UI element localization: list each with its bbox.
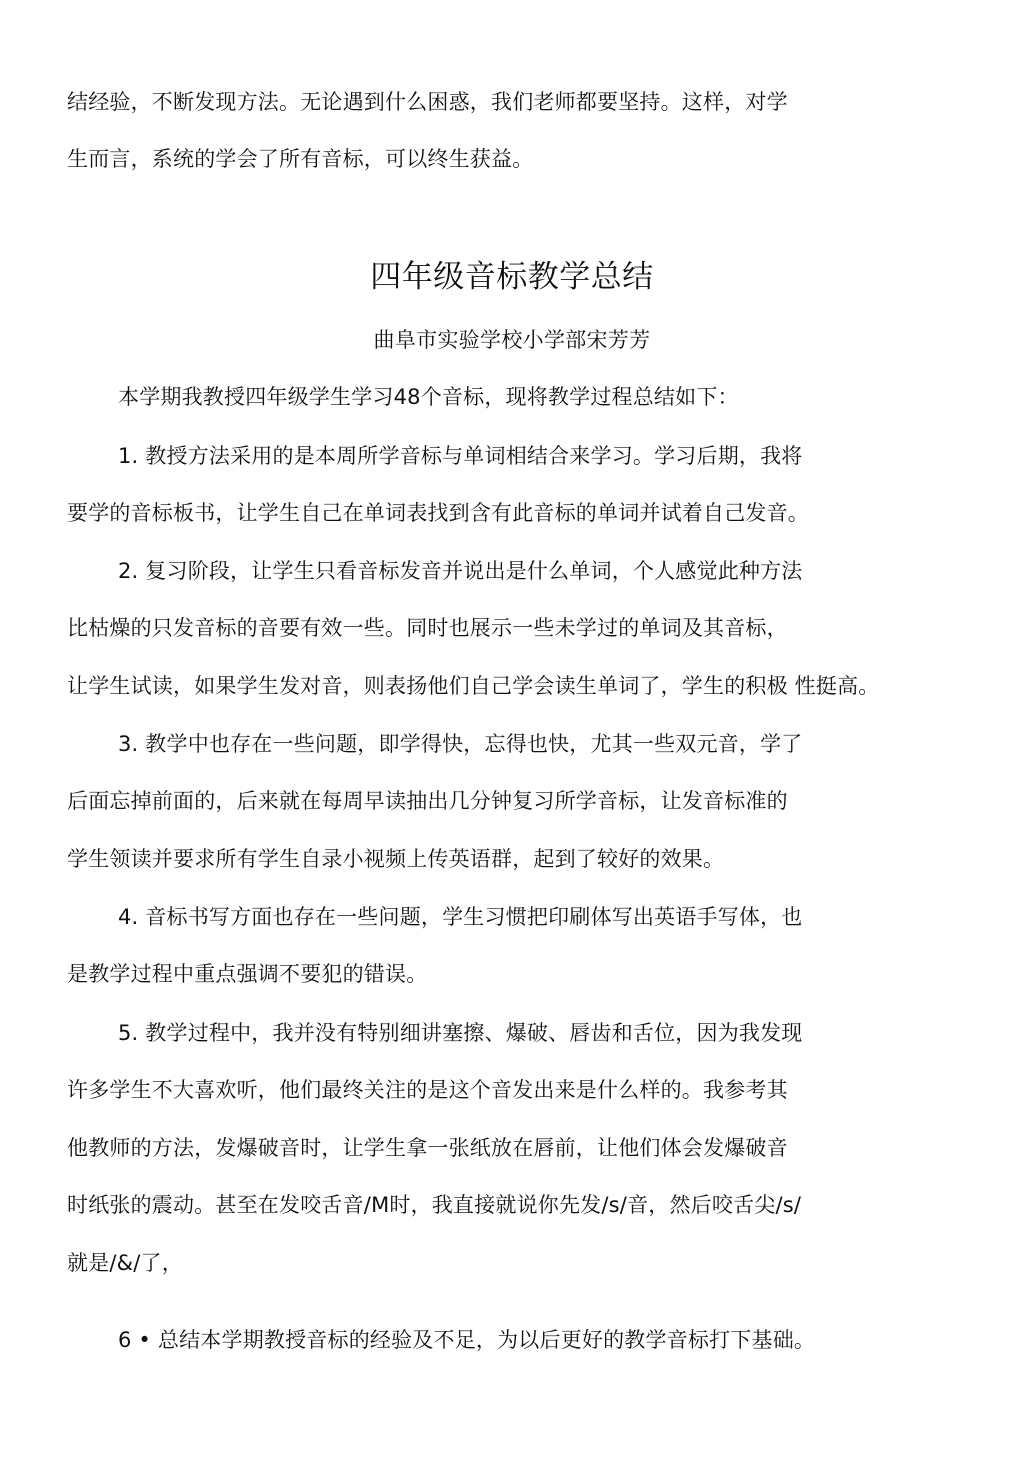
paragraph-3-line-2: 后面忘掉前面的，后来就在每周早读抽出几分钟复习所学音标，让发音标准的 [67,789,788,813]
paragraph-3-line-3: 学生领读并要求所有学生自录小视频上传英语群，起到了较好的效果。 [67,847,725,871]
paragraph-3-line-1: 3. 教学中也存在一些问题，即学得快，忘得也快，尤其一些双元音，学了 [118,732,803,756]
paragraph-5-line-1: 5. 教学过程中，我并没有特别细讲塞擦、爆破、唇齿和舌位，因为我发现 [118,1021,803,1045]
paragraph-1-line-2: 要学的音标板书，让学生自己在单词表找到含有此音标的单词并试着自己发音。 [67,501,809,525]
author-line: 曲阜市实验学校小学部宋芳芳 [373,328,651,352]
paragraph-6: 6 • 总结本学期教授音标的经验及不足，为以后更好的教学音标打下基础。 [118,1328,816,1352]
paragraph-5-line-2: 许多学生不大喜欢听，他们最终关注的是这个音发出来是什么样的。我参考其 [67,1078,788,1102]
document-title: 四年级音标教学总结 [370,259,654,295]
intro-line-1: 结经验，不断发现方法。无论遇到什么困惑，我们老师都要坚持。这样，对学 [67,90,788,114]
paragraph-2-line-3: 让学生试读，如果学生发对音，则表扬他们自己学会读生单词了，学生的积极 性挺高。 [67,674,880,698]
opening-paragraph: 本学期我教授四年级学生学习48个音标，现将教学过程总结如下： [118,385,739,409]
paragraph-4-line-1: 4. 音标书写方面也存在一些问题，学生习惯把印刷体写出英语手写体，也 [118,905,803,929]
paragraph-1-line-1: 1. 教授方法采用的是本周所学音标与单词相结合来学习。学习后期，我将 [118,444,803,468]
paragraph-5-line-5: 就是/&/了， [67,1251,183,1275]
intro-line-2: 生而言，系统的学会了所有音标，可以终生获益。 [67,147,534,171]
paragraph-2-line-1: 2. 复习阶段，让学生只看音标发音并说出是什么单词，个人感觉此种方法 [118,559,803,583]
paragraph-4-line-2: 是教学过程中重点强调不要犯的错误。 [67,962,428,986]
paragraph-2-line-2: 比枯燥的只发音标的音要有效一些。同时也展示一些未学过的单词及其音标， [67,616,788,640]
paragraph-5-line-3: 他教师的方法，发爆破音时，让学生拿一张纸放在唇前，让他们体会发爆破音 [67,1136,788,1160]
paragraph-5-line-4: 时纸张的震动。甚至在发咬舌音/M时，我直接就说你先发/s/音，然后咬舌尖/s/ [67,1193,802,1217]
